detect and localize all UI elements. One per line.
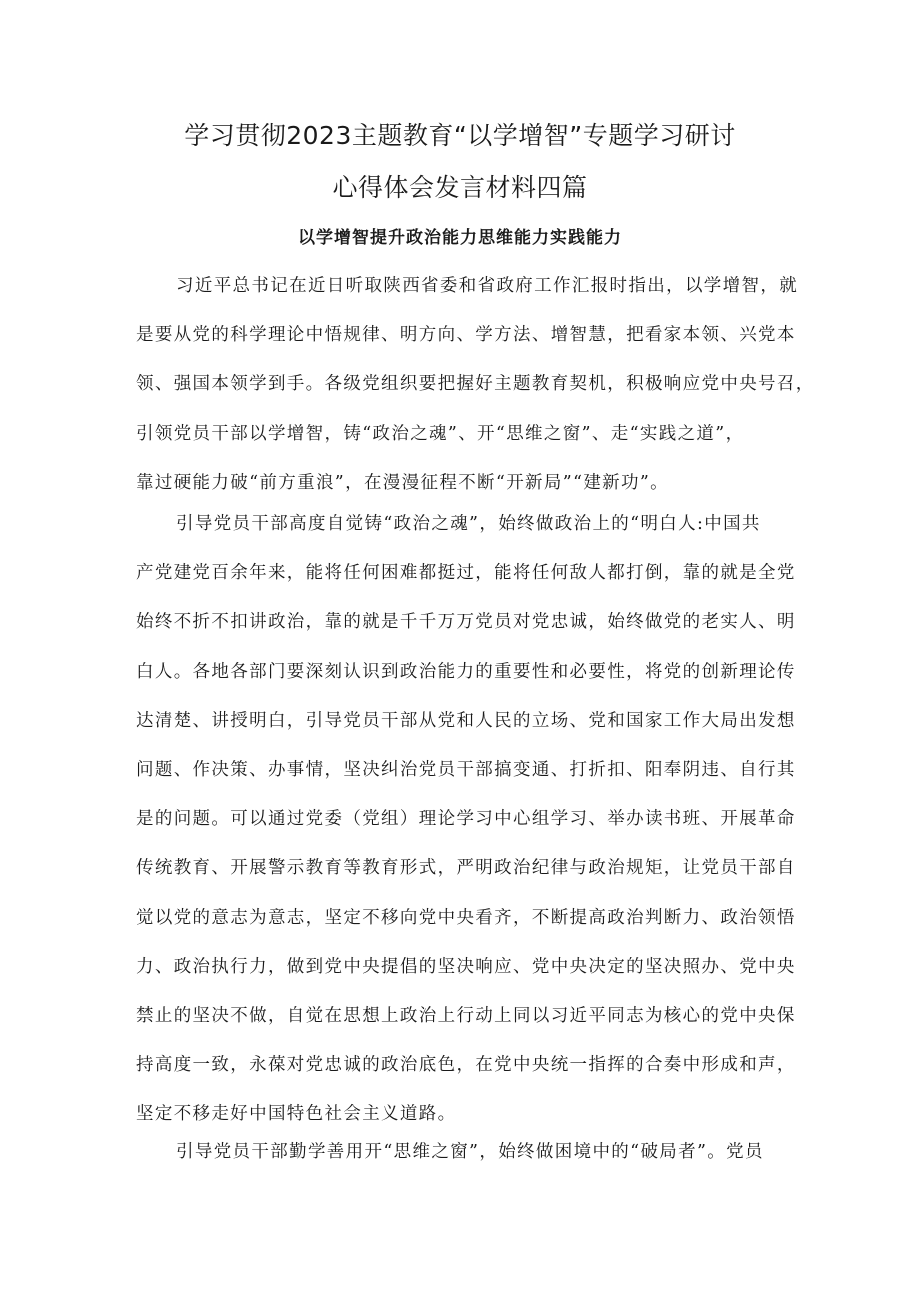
paragraph-line: 靠过硬能力破“前方重浪”，在漫漫征程不断“开新局”“建新功”。 <box>136 472 670 493</box>
paragraph-line: 始终不折不扣讲政治，靠的就是千千万万党员对党忠诚，始终做党的老实人、明 <box>136 612 796 633</box>
paragraph-line: 引领党员干部以学增智，铸“政治之魂”、开“思维之窗”、走“实践之道”， <box>136 423 745 444</box>
paragraph-line: 领、强国本领学到手。各级党组织要把握好主题教育契机，积极响应党中央号召， <box>136 374 815 395</box>
paragraph-line: 引导党员干部高度自觉铸“政治之魂”，始终做政治上的“明白人:中国共 <box>176 514 761 534</box>
paragraph-line: 禁止的坚决不做，自觉在思想上政治上行动上同以习近平同志为核心的党中央保 <box>136 1005 796 1026</box>
paragraph-2 <box>136 500 796 1139</box>
document-title-line-2: 心得体会发言材料四篇 <box>332 173 588 202</box>
paragraph-line: 力、政治执行力，做到党中央提倡的坚决响应、党中央决定的坚决照办、党中央 <box>136 956 796 977</box>
paragraph-line: 是要从党的科学理论中悟规律、明方向、学方法、增智慧，把看家本领、兴党本 <box>136 325 796 346</box>
paragraph-line: 是的问题。可以通过党委（党组）理论学习中心组学习、举办读书班、开展革命 <box>136 809 796 830</box>
paragraph-line: 问题、作决策、办事情，坚决纠治党员干部搞变通、打折扣、阳奉阴违、自行其 <box>136 759 796 780</box>
paragraph-line: 引导党员干部勤学善用开“思维之窗”，始终做困境中的“破局者”。党员 <box>176 1142 764 1162</box>
paragraph-3 <box>136 1128 796 1177</box>
paragraph-line: 坚定不移走好中国特色社会主义道路。 <box>136 1104 457 1125</box>
paragraph-line: 习近平总书记在近日听取陕西省委和省政府工作汇报时指出，以学增智，就 <box>176 276 799 296</box>
document-title-line-1: 学习贯彻2023主题教育“以学增智”专题学习研讨 <box>184 121 736 150</box>
paragraph-line: 觉以党的意志为意志，坚定不移向党中央看齐，不断提高政治判断力、政治领悟 <box>136 907 796 928</box>
section-subtitle: 以学增智提升政治能力思维能力实践能力 <box>298 228 622 248</box>
paragraph-line: 达清楚、讲授明白，引导党员干部从党和人民的立场、党和国家工作大局出发想 <box>136 710 796 731</box>
paragraph-line: 产党建党百余年来，能将任何困难都挺过，能将任何敌人都打倒，靠的就是全党 <box>136 563 796 584</box>
paragraph-1 <box>136 262 815 508</box>
paragraph-line: 传统教育、开展警示教育等教育形式，严明政治纪律与政治规矩，让党员干部自 <box>136 858 796 879</box>
paragraph-line: 白人。各地各部门要深刻认识到政治能力的重要性和必要性，将党的创新理论传 <box>136 661 796 682</box>
paragraph-line: 持高度一致，永葆对党忠诚的政治底色，在党中央统一指挥的合奏中形成和声， <box>136 1055 796 1076</box>
